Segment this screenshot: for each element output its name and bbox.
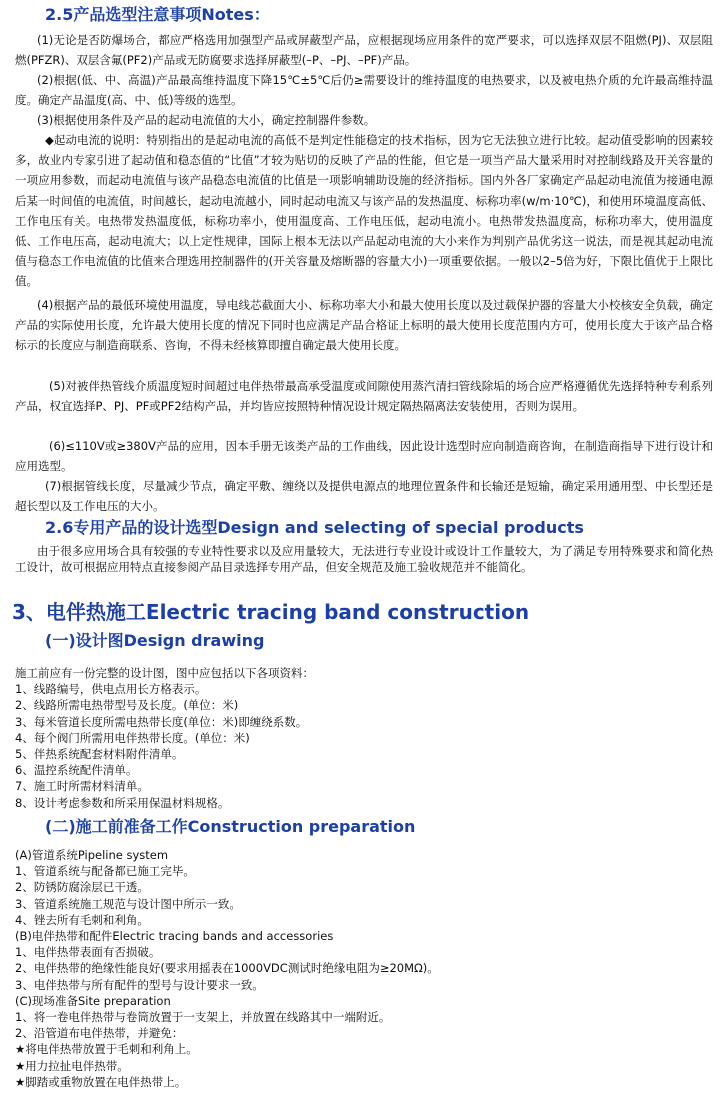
section-2-6-title: 2.6专用产品的设计选型Design and selecting of special products [45,518,584,537]
list-item: 4、每个阀门所需用电伴热带长度。(单位：米) [15,730,250,745]
s25-paragraph-3: (3)根据使用条件及产品的起动电流值的大小，确定控制器件参数。 [37,113,376,127]
s25-starting-current-note: ◆起动电流的说明：特别指出的是起动电流的高低不是判定性能稳定的技术指标，因为它无法独立进行比较。起动值受影响的因素较多，故业内专家引进了起动值和稳态值的“比值”才较为贴切的反映了产品的性能，但它是一项当产品大量采用时对控制线路及开关容量的一项应用参数，而起动电流值与该产品稳态电流值的比值是一项影响辅助设施的经济指标。国内外各厂家确定产品起动电流值为接通电源后某一时间值的电流值，时间越长，起动电流越小，同时起动电流又与该产品的发热温度、标称功率(w/m·10℃)，和使用环境温度高低、工作电压有关。电热带发热温度低，标称功率小，使用温度高、工作电压低，起动电流小。电热带发热温度高，标称功率大，使用温度低、工作电压高，起动电流大；以上定性规律，国际上根本无法以产品起动电流的大小来作为判别产品优劣这一说法，而是视其起动电流值与稳态工作电流值的比值来合理选用控制器件的(开关容量及熔断器的容量大小)一项重要依据。一般以2–5倍为好，下限比值优于上限比值。 [15,133,713,289]
list-item: 3、电伴热带与所有配件的型号与设计要求一致。 [15,977,264,992]
list-item: ★用力拉扯电伴热带。 [15,1058,129,1073]
s25-paragraph-5: (5)对被伴热管线介质温度短时间超过电伴热带最高承受温度或间隙使用蒸汽清扫管线除垢的场合应严格遵循优先选择特种专利系列产品，权宜选择P、PJ、PF或PF2结构产品，并均皆应按照特种情况设计规定隔热隔离法安装使用，否则为误用。 [15,379,713,414]
list-item: 1、管道系统与配备都已施工完毕。 [15,864,195,879]
list-item: 6、温控系统配件清单。 [15,763,138,778]
design-drawing-list [15,665,715,811]
list-item: 4、锉去所有毛刺和利角。 [15,912,149,927]
s25-paragraph-7: (7)根据管线长度，尽量减少节点，确定平敷、缠绕以及提供电源点的地理位置条件和长输还是短输，确定采用通用型、中长型还是超长型以及工作电压的大小。 [15,479,713,514]
list-item: 1、电伴热带表面有否损破。 [15,945,161,960]
design-drawing-intro: 施工前应有一份完整的设计图，图中应包括以下各项资料： [15,666,314,680]
list-item: ★脚踏或重物放置在电伴热带上。 [15,1074,187,1089]
s25-paragraph-1: (1)无论是否防爆场合，都应严格选用加强型产品或屏蔽型产品，应根据现场应用条件的宽严要求，可以选择双层不阻燃(PJ)、双层阻燃(PFZR)、双层含氟(PF2)产品或无防腐要求选择屏蔽型(–P、–PJ、–PF)产品。 [15,33,713,68]
s26-paragraph-1: 由于很多应用场合具有较强的专业特性要求以及应用量较大，无法进行专业设计或设计工作量较大，为了满足专用特殊要求和简化热工设计，故可根据应用特点直接参阅产品目录选择专用产品，但安全规范及施工验收规范并不能简化。 [15,544,713,574]
site-preparation-heading: (C)现场准备Site preparation [15,993,171,1008]
list-item: 1、将一卷电伴热带与卷筒放置于一支架上，并放置在线路其中一端附近。 [15,1010,391,1025]
list-item: 2、线路所需电热带型号及长度。(单位：米) [15,698,239,713]
section-3-title: 3、电伴热施工Electric tracing band construction [12,600,530,624]
list-item: 3、每米管道长度所需电热带长度(单位：米)即缠绕系数。 [15,714,308,729]
s25-paragraph-6: (6)≤110V或≥380V产品的应用，因本手册无该类产品的工作曲线，因此设计选型时应向制造商咨询，在制造商指导下进行设计和应用选型。 [15,439,713,474]
section-2-5-title: 2.5产品选型注意事项Notes： [45,5,270,24]
tracing-bands-heading: (B)电伴热带和配件Electric tracing bands and accessories [15,929,334,944]
list-item: 5、伴热系统配套材料附件清单。 [15,747,184,762]
list-item: 8、设计考虑参数和所采用保温材料规格。 [15,795,230,810]
list-item: 7、施工时所需材料清单。 [15,779,149,794]
list-item: 2、防锈防腐涂层已干透。 [15,880,149,895]
s25-paragraph-2: (2)根据(低、中、高温)产品最高维持温度下降15℃±5℃后仍≥需要设计的维持温度的电热要求，以及被电热介质的允许最高维持温度。确定产品温度(高、中、低)等级的选型。 [15,73,713,108]
list-item: ★将电伴热带放置于毛刺和利角上。 [15,1042,198,1057]
list-item: 3、管道系统施工规范与设计图中所示一致。 [15,896,241,911]
construction-preparation-list [15,847,715,1090]
list-item: 2、电伴热带的绝缘性能良好(要求用摇表在1000VDC测试时绝缘电阻为≥20MΩ)。 [15,961,439,976]
pipeline-system-heading: (A)管道系统Pipeline system [15,848,169,862]
s25-paragraph-4: (4)根据产品的最低环境使用温度，导电线芯截面大小、标称功率大小和最大使用长度以及过载保护器的容量大小校核安全负载，确定产品的实际使用长度，允许最大使用长度的情况下同时也应满足产品合格证上标明的最大使用长度范围内方可，使用长度大于该产品合格标示的长度应与制造商联系、咨询，不得未经核算即擅自确定最大使用长度。 [15,298,713,353]
design-drawing-title: (一)设计图Design drawing [45,631,265,650]
list-item: 1、线路编号，供电点用长方格表示。 [15,682,207,697]
construction-preparation-title: (二)施工前准备工作Construction preparation [45,817,416,836]
list-item: 2、沿管道布电伴热带，并避免： [15,1026,184,1041]
